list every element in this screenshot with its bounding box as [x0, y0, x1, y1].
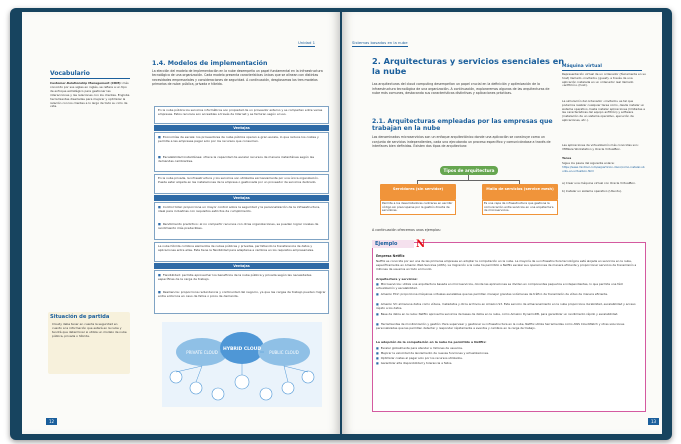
arch-service-mesh-desc: Es una capa de infraestructura que gestiona la comunicación entre servicios en una arquitectura de microservicios. — [482, 200, 558, 215]
arch-serverless-box: Servidores (sin servidor) — [380, 184, 456, 200]
device-icon — [170, 371, 182, 383]
hibrida-bullet: ■ Resiliencia: proporciona redundancia y continuidad del negocio, ya que las cargas de trabajo pueden migrar entre entornos en caso de fallos o picos de demanda. — [158, 290, 327, 298]
page-number-left: 12 — [46, 418, 57, 425]
ejemplo-p1: Netflix es conocida por ser una de las primeras empresas en adoptar la computación en la nube. La mayoría de su infraestructura tecnológica está alojada en servicios en la nube, específicamente en Amazon Web Services (AWS). La migración a la nube ha permitido a Netflix escalar sus operaciones de manera eficiente y proporcionar servicios de transmisión a millones de usuarios en todo el mundo. — [376, 259, 637, 271]
right-header: Sistemas basados en la nube — [352, 40, 408, 45]
ejemplo-company: Empresa Netflix — [376, 254, 405, 258]
device-icon — [302, 371, 314, 383]
ejemplo-arq-title: Arquitectura y servicios: — [376, 277, 418, 281]
vocabulario-title: Vocabulario — [50, 70, 90, 77]
private-cloud-label: PRIVATE CLOUD — [186, 350, 218, 355]
public-cloud-label: PUBLIC CLOUD — [269, 350, 299, 355]
vm-tarea-intro: Sigue los pasos del siguiente enlace: — [562, 161, 615, 165]
arch-serverless-desc: Permite a los desarrolladores centrarse en escribir código sin preocuparse por la gestión directa de servidores. — [380, 200, 456, 215]
publica-ventajas-panel — [154, 132, 329, 172]
arch-service-mesh-box: Malla de servicios (service mesh) — [482, 184, 558, 200]
adopcion-item: ■ Optimizar costes al pagar solo por los recursos utilizados. — [376, 356, 642, 360]
vm-p3: Las aplicaciones de virtualización más conocidas son: VMWare Workstation y Oracle VirtualBox. — [562, 143, 639, 151]
page-number-right: 13 — [648, 418, 659, 425]
vm-step: b) Instalar un sistema operativo (Ubuntu). — [562, 189, 622, 193]
server-icon — [235, 375, 249, 389]
hibrida-bullet: ■ Flexibilidad: permite aprovechar los beneficios de la nube pública y privada según las necesidades específicas de la carga de trabajo. — [158, 273, 327, 281]
adopcion-item: ■ Escalar globalmente para atender a millones de usuarios. — [376, 346, 642, 350]
section-2-title: 2. Arquitecturas y servicios esenciales en la nube — [372, 56, 565, 76]
adopcion-item: ■ Mejorar la velocidad de lanzamiento de nuevas funciones y actualizaciones. — [376, 351, 642, 355]
section-intro: La elección del modelo de implementación en la nube desempeña un papel fundamental en la infraestructura tecnológica de una organización. Cada modelo presenta características únicas que se alinean con distintas necesidades empresariales y consideraciones de seguridad. A continuación, desglosamos los tres modelos primarios de nube: pública, privada e híbrida. — [152, 69, 323, 86]
ejemplo-bullet: ■ Base de datos en la nube: Netflix aprovecha servicios de bases de datos en la nube, como Amazon DynamoDB, para garantizar un rendimiento rápido y escalabilidad. — [376, 313, 642, 317]
maquina-virtual-divider — [562, 70, 642, 71]
section-2-1-text: Los denominados microservicios son un enfoque arquitectónico donde una aplicación se construye como un conjunto de servicios independientes, cada uno ejecutando un proceso específico y comunicándose a través de interfaces bien definidas. Existen dos tipos de arquitectura: — [372, 135, 551, 148]
panel-nube-privada — [154, 174, 329, 194]
arch-diagram-title: Tipos de arquitectura — [440, 166, 498, 175]
vocabulario-divider — [50, 78, 130, 79]
device-icon — [212, 388, 224, 400]
situacion-title: Situación de partida — [50, 314, 110, 320]
privada-text: En la nube privada, la infraestructura y los servicios son utilizados exclusivamente por una única organización. Puede estar alojada en las instalaciones de la empresa o gestionada por un proveedor de servicios dedicado. — [158, 176, 319, 184]
hibrida-ventajas-head: Ventajas — [154, 263, 329, 269]
hybrid-cloud-label: HYBRID CLOUD — [222, 347, 262, 352]
vm-tarea-label: Tarea — [562, 156, 572, 160]
arch-connector — [417, 180, 520, 181]
right-page — [342, 12, 662, 434]
situacion-text: Cloudy debe tener en cuenta la seguridad en cuanto a la información que estará en la nube y tendrá que determinar si utiliza un modelo de nube pública, privada o híbrida. — [52, 322, 127, 338]
publica-bullet: ■ Escalabilidad instantánea: ofrece la capacidad de escalar recursos de manera instantánea según las demandas cambiantes. — [158, 155, 327, 163]
ejemplo-bullet: ■ Amazon S3: almacena datos como vídeos, metadatos y otros archivos en Amazon S3. Este servicio de almacenamiento en la nube proporciona durabilidad, escalabilidad y acceso rápido a los datos. — [376, 303, 642, 310]
vm-p1: Representación virtual de un ordenador (físicamente en su host) llamado «invitado» (guest), a través de una aplicación instalada en un ordenador real llamado «anfitrión» (host). — [562, 72, 646, 88]
publica-ventajas-head: Ventajas — [154, 125, 329, 131]
ejemplo-tag: Ejemplo — [372, 240, 414, 248]
vocabulario-term: Customer-Relationship Management (CRM): — [50, 81, 122, 85]
hybrid-cloud-illustration — [162, 322, 322, 407]
hibrida-ventajas-panel — [154, 270, 329, 314]
unit-tab: Unidad 1 — [298, 40, 316, 45]
ejemplo-bullet: ■ Herramientas de monitorización y gestión: Para supervisar y gestionar su infraestructura en la nube, Netflix utiliza herramientas como AWS CloudWatch y otras soluciones personalizadas que les permiten detectar y responder rápidamente a eventos y cambios en la carga de trabajo. — [376, 323, 642, 330]
vocabulario-text — [50, 82, 130, 109]
device-icon — [190, 382, 202, 394]
publica-bullet: ■ Economías de escala: los proveedores de nube pública operan a gran escala, lo que reduce los costes y permite a las empresas pagar solo por los recursos que consumen. — [158, 135, 327, 143]
privada-ventajas-panel — [154, 202, 329, 240]
panel-nube-publica — [154, 106, 329, 124]
maquina-virtual-title: Máquina virtual — [562, 64, 602, 69]
section-2-1-title: 2.1. Arquitecturas empleadas por las empresas que trabajan en la nube — [372, 118, 553, 133]
vm-step: a) Crear una máquina virtual con Oracle VirtualBox. — [562, 181, 636, 185]
vocabulario-definition: más conocido por sus siglas en inglés, se refiere a un tipo de enfoque estratégico para gestionar las interacciones y las relaciones con los clientes. Engloba herramientas diseñadas para mejorar y optimizar la relación con los clientes a lo largo de todo su ciclo de vida. — [50, 81, 130, 109]
privada-ventajas-head: Ventajas — [154, 195, 329, 201]
after-diagram-text: A continuación ofrecemos unos ejemplos: — [372, 228, 441, 232]
ejemplo-bullet: ■ Amazon EC2: proporciona máquinas virtuales escalables que les permiten manejar grandes volúmenes de tráfico de transmisión de vídeo de manera eficiente. — [376, 293, 642, 297]
ejemplo-adopcion-title: La adopción de la computación en la nube ha permitido a Netflix: — [376, 340, 487, 344]
adopcion-item: ■ Garantizar alta disponibilidad y tolerancia a fallos. — [376, 361, 642, 365]
left-page — [22, 12, 340, 434]
privada-bullet: ■ Control total: proporciona un mayor control sobre la seguridad y la personalización de la infraestructura, ideal para industrias con requisitos estrictos de cumplimiento. — [158, 205, 327, 213]
section-2-intro: Las arquitecturas del cloud computing desempeñan un papel crucial en la definición y optimización de la infraestructura tecnológica de una organización. A continuación, exploraremos algunas de las arquitecturas de nube más comunes, destacando sus características distintivas y aplicaciones prácticas. — [372, 82, 550, 95]
vm-p2: La simulación del ordenador «invitado» es tal que podemos realizar cualquier tarea como, desde instalar un sistema operativo, hasta instalar aplicaciones (limitadas a las características del equipo anfitrión) y software (instalación de un sistema operativo, ejecución de aplicaciones, etc.). — [562, 99, 645, 122]
device-icon — [260, 388, 272, 400]
ejemplo-bullet: ■ Microservicios: utiliza una arquitectura basada en microservicios, donde las aplicaciones se dividen en componentes pequeños e independientes, lo que permite una fácil actualización y escalabilidad. — [376, 283, 642, 290]
vm-link[interactable]: https://www.minitool.com/es/particion-disco/como-instalar-ubuntu-en-virtualbox.html — [562, 165, 645, 173]
book-spread — [10, 8, 672, 440]
netflix-logo: N — [416, 239, 426, 250]
section-title: 1.4. Modelos de implementación — [152, 60, 268, 67]
hibrida-text: La nube híbrida combina elementos de nubes públicas y privadas, permitiendo la transferencia de datos y aplicaciones entre ellas. Esta tiene la flexibilidad para adaptarse a cambios en los requisitos empresariales. — [158, 244, 315, 252]
panel-nube-hibrida — [154, 242, 329, 262]
privada-bullet: ■ Rendimiento predictivo: al no compartir recursos con otras organizaciones, se pueden lograr niveles de rendimiento más predecibles. — [158, 222, 327, 230]
publica-text: En la nube pública los servicios informáticos son propiedad de un proveedor externo y se comparten entre varias empresas. Estos recursos son accesibles a través de Internet y se facturan según el uso. — [158, 108, 323, 116]
device-icon — [282, 382, 294, 394]
